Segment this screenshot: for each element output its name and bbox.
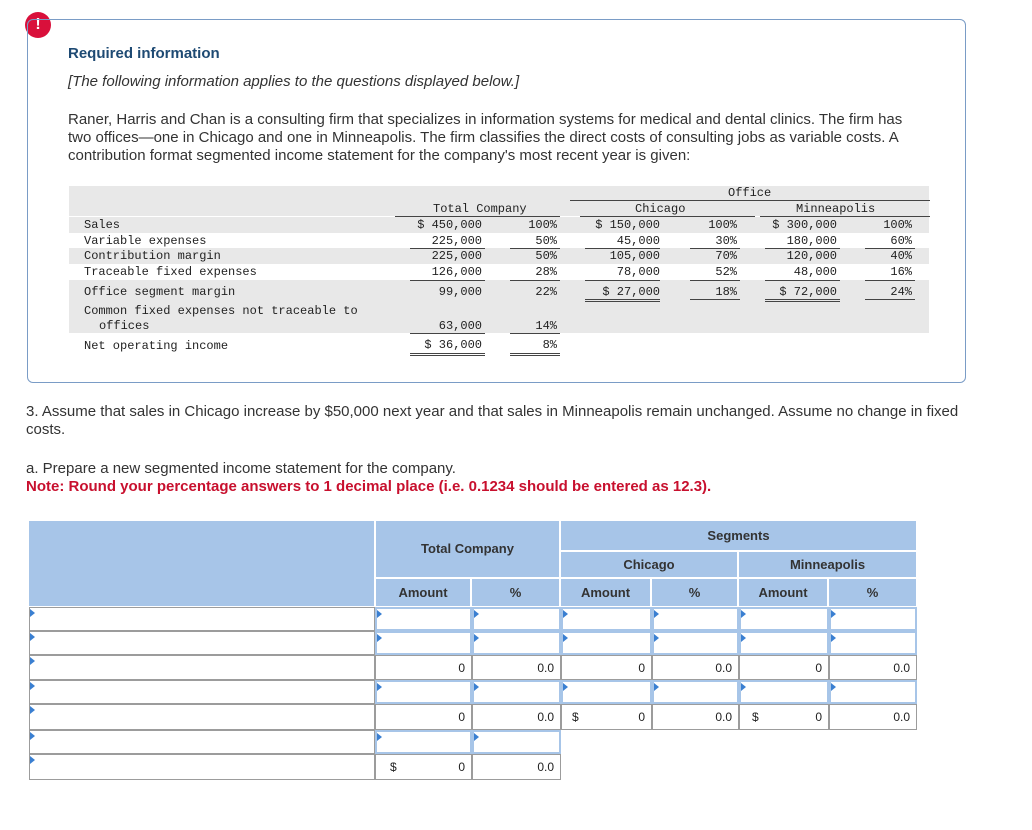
total-percent: 28% <box>535 265 557 279</box>
chicago-percent-value: 0.0 <box>652 704 739 730</box>
minneapolis-percent: 24% <box>890 285 912 299</box>
minneapolis-percent: 100% <box>883 218 912 232</box>
total-percent: 50% <box>535 249 557 263</box>
total-percent: 100% <box>528 218 557 232</box>
chicago-percent: 18% <box>715 285 737 299</box>
input-marker-icon <box>377 610 382 618</box>
input-marker-icon <box>831 683 836 691</box>
total-percent: 50% <box>535 234 557 248</box>
chicago-amount-input[interactable] <box>561 680 652 704</box>
input-marker-icon <box>377 683 382 691</box>
dropdown-caret-icon <box>30 682 35 690</box>
minneapolis-label: Minneapolis <box>789 557 866 572</box>
chicago-amount-input[interactable] <box>561 607 652 631</box>
input-marker-icon <box>654 634 659 642</box>
header-minneapolis-percent <box>829 579 916 606</box>
row-label-dropdown[interactable] <box>29 680 375 704</box>
header-minneapolis <box>739 552 916 577</box>
noi-amount: $ 36,000 <box>424 338 482 352</box>
total-amount-input[interactable] <box>375 607 472 631</box>
input-marker-icon <box>474 610 479 618</box>
input-marker-icon <box>831 634 836 642</box>
total-percent-value: 0.0 <box>472 704 561 730</box>
minneapolis-amount-input[interactable] <box>739 607 829 631</box>
header-label-column <box>29 521 374 606</box>
chicago-amount: 78,000 <box>616 265 660 279</box>
dropdown-caret-icon <box>30 756 35 764</box>
input-marker-icon <box>377 733 382 741</box>
noi-label: Net operating income <box>84 339 229 353</box>
minneapolis-percent: 16% <box>890 265 912 279</box>
total-percent: 22% <box>535 285 557 299</box>
row-label-dropdown[interactable] <box>29 730 375 754</box>
chicago-header: Chicago <box>635 202 686 216</box>
amount-label: Amount <box>758 585 808 600</box>
input-marker-icon <box>474 683 479 691</box>
noi-percent: 8% <box>542 338 557 352</box>
row-label-dropdown[interactable] <box>29 754 375 780</box>
chicago-amount: 105,000 <box>609 249 660 263</box>
total-amount-input[interactable] <box>375 730 472 754</box>
percent-label: % <box>688 585 701 600</box>
minneapolis-amount-value: 0 <box>739 655 829 680</box>
chicago-percent-input[interactable] <box>652 680 739 704</box>
header-total-amount <box>376 579 470 606</box>
input-marker-icon <box>654 683 659 691</box>
segments-label: Segments <box>707 528 770 543</box>
amount-label: Amount <box>580 585 631 600</box>
input-marker-icon <box>377 634 382 642</box>
common-fixed-amount: 63,000 <box>438 319 482 333</box>
chicago-amount: $ 150,000 <box>595 218 660 232</box>
total-amount-value: 0 <box>375 704 472 730</box>
chicago-amount-value: 0 <box>561 655 652 680</box>
minneapolis-amount: 180,000 <box>786 234 837 248</box>
common-fixed-percent: 14% <box>535 319 557 333</box>
rounding-note: Note: Round your percentage answers to 1 decimal place (i.e. 0.1234 should be entered as 12.3). <box>26 478 712 495</box>
row-label-dropdown[interactable] <box>29 607 375 631</box>
alert-icon: ! <box>25 12 51 38</box>
row-label-dropdown[interactable] <box>29 655 375 680</box>
row-label-dropdown[interactable] <box>29 704 375 730</box>
office-header: Office <box>728 186 772 200</box>
input-marker-icon <box>654 610 659 618</box>
input-marker-icon <box>741 683 746 691</box>
total-amount: $ 450,000 <box>417 218 482 232</box>
total-percent-value: 0.0 <box>472 655 561 680</box>
header-total-company <box>376 521 559 577</box>
total-amount: 99,000 <box>438 285 482 299</box>
header-minneapolis-amount <box>739 579 827 606</box>
minneapolis-percent-input[interactable] <box>829 631 917 655</box>
common-fixed-label-cont: offices <box>99 319 150 333</box>
input-marker-icon <box>474 733 479 741</box>
chicago-percent-input[interactable] <box>652 607 739 631</box>
chicago-amount: 45,000 <box>616 234 660 248</box>
total-percent-value: 0.0 <box>472 754 561 780</box>
input-marker-icon <box>831 610 836 618</box>
total-amount-input[interactable] <box>375 631 472 655</box>
stmt-row-label: Traceable fixed expenses <box>84 265 257 279</box>
chicago-percent-input[interactable] <box>652 631 739 655</box>
question-3: 3. Assume that sales in Chicago increase by $50,000 next year and that sales in Minneapolis remain unchanged. Assume no change in fixed costs. <box>26 403 959 438</box>
header-chicago-amount <box>561 579 650 606</box>
minneapolis-amount: $ 300,000 <box>772 218 837 232</box>
chicago-percent: 70% <box>715 249 737 263</box>
required-info-title: Required information <box>68 45 220 62</box>
total-amount-input[interactable] <box>375 680 472 704</box>
row-label-dropdown[interactable] <box>29 631 375 655</box>
total-company-header: Total Company <box>433 202 527 216</box>
total-percent-input[interactable] <box>472 631 561 655</box>
input-marker-icon <box>474 634 479 642</box>
minneapolis-amount-input[interactable] <box>739 680 829 704</box>
chicago-amount-value: $ 0 <box>561 704 652 730</box>
total-percent-input[interactable] <box>472 680 561 704</box>
stmt-row-label: Office segment margin <box>84 285 236 299</box>
total-amount-value: 0 <box>375 655 472 680</box>
chicago-percent-value: 0.0 <box>652 655 739 680</box>
minneapolis-percent: 40% <box>890 249 912 263</box>
minneapolis-amount: $ 72,000 <box>779 285 837 299</box>
header-chicago <box>561 552 737 577</box>
dropdown-caret-icon <box>30 732 35 740</box>
chicago-percent: 100% <box>708 218 737 232</box>
minneapolis-amount-input[interactable] <box>739 631 829 655</box>
total-percent-input[interactable] <box>472 730 561 754</box>
total-percent-input[interactable] <box>472 607 561 631</box>
required-info-subtitle: [The following information applies to the questions displayed below.] <box>68 73 520 90</box>
stmt-row-label: Variable expenses <box>84 234 207 248</box>
total-amount: 225,000 <box>431 249 482 263</box>
input-marker-icon <box>741 610 746 618</box>
dropdown-caret-icon <box>30 609 35 617</box>
minneapolis-amount-value: $ 0 <box>739 704 829 730</box>
header-segments <box>561 521 916 550</box>
input-marker-icon <box>563 610 568 618</box>
minneapolis-percent-input[interactable] <box>829 607 917 631</box>
chicago-amount-input[interactable] <box>561 631 652 655</box>
input-marker-icon <box>741 634 746 642</box>
chicago-label: Chicago <box>623 557 675 572</box>
minneapolis-percent-value: 0.0 <box>829 704 917 730</box>
minneapolis-percent-input[interactable] <box>829 680 917 704</box>
chicago-percent: 30% <box>715 234 737 248</box>
header-total-percent <box>472 579 559 606</box>
percent-label: % <box>866 585 879 600</box>
stmt-row-label: Contribution margin <box>84 249 221 263</box>
minneapolis-amount: 48,000 <box>793 265 837 279</box>
header-chicago-percent <box>652 579 737 606</box>
question-part-a: a. Prepare a new segmented income statement for the company. <box>26 460 456 477</box>
total-amount-value: $ 0 <box>375 754 472 780</box>
chicago-amount: $ 27,000 <box>602 285 660 299</box>
input-marker-icon <box>563 634 568 642</box>
input-marker-icon <box>563 683 568 691</box>
minneapolis-percent: 60% <box>890 234 912 248</box>
amount-label: Amount <box>398 585 448 600</box>
percent-label: % <box>509 585 522 600</box>
total-amount: 225,000 <box>431 234 482 248</box>
total-company-label: Total Company <box>421 541 514 556</box>
intro-paragraph: Raner, Harris and Chan is a consulting firm that specializes in information systems for medical and dental clinics. The firm has two offices—one in Chicago and one in Minneapolis. The firm classifies the direct costs of consulting jobs as variable costs. A contribution format segmented income statement for the company's most recent year is given: <box>68 111 903 164</box>
minneapolis-header: Minneapolis <box>796 202 876 216</box>
minneapolis-percent-value: 0.0 <box>829 655 917 680</box>
stmt-row-label: Sales <box>84 218 121 232</box>
dropdown-caret-icon <box>30 706 35 714</box>
dropdown-caret-icon <box>30 633 35 641</box>
total-amount: 126,000 <box>431 265 482 279</box>
dropdown-caret-icon <box>30 657 35 665</box>
chicago-percent: 52% <box>715 265 737 279</box>
common-fixed-label: Common fixed expenses not traceable to <box>84 304 358 318</box>
minneapolis-amount: 120,000 <box>786 249 837 263</box>
